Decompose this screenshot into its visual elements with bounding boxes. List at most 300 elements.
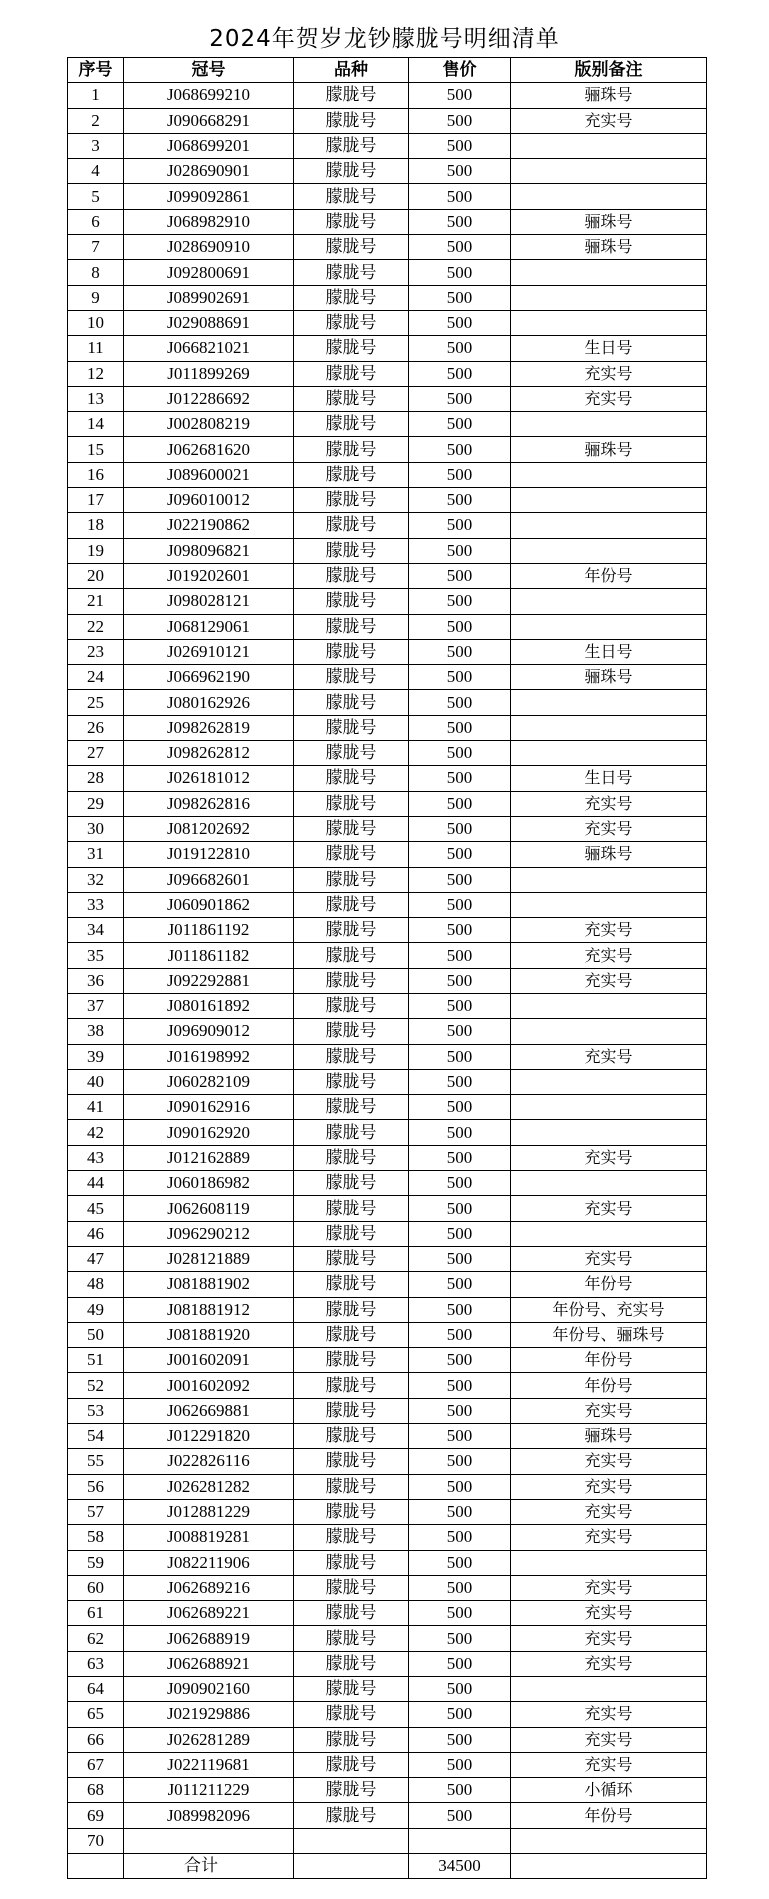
cell-price: 500 (409, 943, 511, 968)
table-row (68, 1499, 707, 1524)
cell-no: 15 (68, 437, 124, 462)
table-body (68, 83, 707, 1854)
cell-note: 充实号 (511, 1601, 707, 1626)
cell-serial: J026181012 (124, 766, 294, 791)
cell-type: 朦胧号 (294, 614, 409, 639)
cell-note: 充实号 (511, 1044, 707, 1069)
table-row (68, 867, 707, 892)
cell-note (511, 285, 707, 310)
table-row (68, 1601, 707, 1626)
cell-note: 充实号 (511, 386, 707, 411)
cell-price: 500 (409, 1778, 511, 1803)
cell-type: 朦胧号 (294, 488, 409, 513)
cell-note: 充实号 (511, 1449, 707, 1474)
cell-note: 充实号 (511, 1575, 707, 1600)
cell-type: 朦胧号 (294, 260, 409, 285)
cell-note: 充实号 (511, 1145, 707, 1170)
table-row (68, 842, 707, 867)
cell-note: 年份号 (511, 1272, 707, 1297)
cell-type: 朦胧号 (294, 1499, 409, 1524)
table-row (68, 1348, 707, 1373)
cell-note: 年份号、充实号 (511, 1297, 707, 1322)
table-row (68, 1525, 707, 1550)
cell-note: 骊珠号 (511, 842, 707, 867)
cell-serial: J001602091 (124, 1348, 294, 1373)
table-row (68, 1752, 707, 1777)
cell-type: 朦胧号 (294, 791, 409, 816)
cell-serial: J062669881 (124, 1398, 294, 1423)
cell-type: 朦胧号 (294, 1803, 409, 1828)
cell-type: 朦胧号 (294, 715, 409, 740)
cell-serial: J092292881 (124, 968, 294, 993)
cell-type: 朦胧号 (294, 83, 409, 108)
cell-no: 59 (68, 1550, 124, 1575)
table-row (68, 1272, 707, 1297)
cell-note: 充实号 (511, 1626, 707, 1651)
cell-type: 朦胧号 (294, 437, 409, 462)
cell-type: 朦胧号 (294, 1373, 409, 1398)
cell-serial: J011899269 (124, 361, 294, 386)
cell-type: 朦胧号 (294, 310, 409, 335)
cell-no: 13 (68, 386, 124, 411)
cell-note: 年份号 (511, 1803, 707, 1828)
cell-serial: J081881912 (124, 1297, 294, 1322)
cell-note (511, 260, 707, 285)
cell-serial: J080161892 (124, 993, 294, 1018)
cell-no: 36 (68, 968, 124, 993)
cell-type: 朦胧号 (294, 867, 409, 892)
cell-price: 500 (409, 1019, 511, 1044)
cell-no: 58 (68, 1525, 124, 1550)
cell-price: 500 (409, 766, 511, 791)
cell-note (511, 310, 707, 335)
cell-note (511, 488, 707, 513)
cell-no: 5 (68, 184, 124, 209)
cell-price: 500 (409, 209, 511, 234)
cell-type: 朦胧号 (294, 361, 409, 386)
cell-price: 500 (409, 235, 511, 260)
cell-note (511, 867, 707, 892)
cell-note (511, 1019, 707, 1044)
table-row (68, 1449, 707, 1474)
cell-no: 51 (68, 1348, 124, 1373)
cell-serial: J096010012 (124, 488, 294, 513)
cell-serial: J066962190 (124, 665, 294, 690)
cell-price: 500 (409, 614, 511, 639)
header-note: 版别备注 (511, 58, 707, 83)
cell-type: 朦胧号 (294, 209, 409, 234)
cell-price: 500 (409, 538, 511, 563)
cell-price: 500 (409, 993, 511, 1018)
cell-serial: J028690910 (124, 235, 294, 260)
cell-price: 500 (409, 1171, 511, 1196)
cell-type: 朦胧号 (294, 462, 409, 487)
cell-serial: J062681620 (124, 437, 294, 462)
cell-no: 40 (68, 1069, 124, 1094)
table-row (68, 1651, 707, 1676)
total-empty-cell (294, 1854, 409, 1879)
table-row (68, 1044, 707, 1069)
cell-note: 充实号 (511, 816, 707, 841)
cell-price: 500 (409, 1373, 511, 1398)
table-row (68, 83, 707, 108)
cell-price: 500 (409, 1499, 511, 1524)
cell-type: 朦胧号 (294, 159, 409, 184)
cell-note: 充实号 (511, 1196, 707, 1221)
cell-serial: J062689221 (124, 1601, 294, 1626)
table-row (68, 1828, 707, 1853)
cell-note: 生日号 (511, 639, 707, 664)
cell-no: 52 (68, 1373, 124, 1398)
cell-serial: J062688919 (124, 1626, 294, 1651)
table-row (68, 260, 707, 285)
table-row (68, 1246, 707, 1271)
cell-serial: J011861182 (124, 943, 294, 968)
cell-serial: J060901862 (124, 892, 294, 917)
table-row (68, 993, 707, 1018)
cell-no: 4 (68, 159, 124, 184)
total-empty-cell (511, 1854, 707, 1879)
cell-type: 朦胧号 (294, 1297, 409, 1322)
cell-no: 19 (68, 538, 124, 563)
cell-note: 充实号 (511, 1525, 707, 1550)
cell-note: 充实号 (511, 1752, 707, 1777)
table-row (68, 1145, 707, 1170)
cell-serial: J028121889 (124, 1246, 294, 1271)
banknote-table (67, 57, 707, 1879)
table-row (68, 892, 707, 917)
cell-no: 69 (68, 1803, 124, 1828)
cell-note (511, 715, 707, 740)
table-row (68, 1677, 707, 1702)
cell-type: 朦胧号 (294, 690, 409, 715)
cell-type: 朦胧号 (294, 1348, 409, 1373)
cell-serial: J092800691 (124, 260, 294, 285)
cell-no: 27 (68, 741, 124, 766)
cell-price: 500 (409, 1752, 511, 1777)
cell-price: 500 (409, 665, 511, 690)
cell-serial: J089902691 (124, 285, 294, 310)
cell-no: 35 (68, 943, 124, 968)
cell-type: 朦胧号 (294, 1221, 409, 1246)
cell-serial: J022119681 (124, 1752, 294, 1777)
cell-type: 朦胧号 (294, 513, 409, 538)
cell-no: 9 (68, 285, 124, 310)
cell-price: 500 (409, 690, 511, 715)
cell-note (511, 1171, 707, 1196)
table-row (68, 665, 707, 690)
cell-note (511, 993, 707, 1018)
cell-price: 500 (409, 1196, 511, 1221)
cell-no: 14 (68, 412, 124, 437)
cell-no: 47 (68, 1246, 124, 1271)
cell-price: 500 (409, 285, 511, 310)
page-title: 2024年贺岁龙钞朦胧号明细清单 (209, 26, 560, 52)
cell-type: 朦胧号 (294, 665, 409, 690)
cell-type: 朦胧号 (294, 1752, 409, 1777)
cell-price: 500 (409, 1550, 511, 1575)
cell-note: 充实号 (511, 108, 707, 133)
cell-no: 44 (68, 1171, 124, 1196)
cell-no: 57 (68, 1499, 124, 1524)
cell-no: 12 (68, 361, 124, 386)
cell-serial: J089600021 (124, 462, 294, 487)
cell-type: 朦胧号 (294, 1019, 409, 1044)
cell-type: 朦胧号 (294, 1424, 409, 1449)
cell-type: 朦胧号 (294, 1196, 409, 1221)
cell-serial: J029088691 (124, 310, 294, 335)
cell-price: 500 (409, 437, 511, 462)
cell-serial: J068129061 (124, 614, 294, 639)
cell-type: 朦胧号 (294, 1525, 409, 1550)
cell-serial: J082211906 (124, 1550, 294, 1575)
cell-serial: J011861192 (124, 918, 294, 943)
table-row (68, 614, 707, 639)
table-row (68, 361, 707, 386)
cell-type: 朦胧号 (294, 412, 409, 437)
table-row (68, 1095, 707, 1120)
cell-type: 朦胧号 (294, 1626, 409, 1651)
cell-type: 朦胧号 (294, 184, 409, 209)
cell-type: 朦胧号 (294, 1601, 409, 1626)
cell-type: 朦胧号 (294, 892, 409, 917)
table-row (68, 918, 707, 943)
table-row (68, 108, 707, 133)
cell-type: 朦胧号 (294, 108, 409, 133)
cell-type: 朦胧号 (294, 1272, 409, 1297)
cell-no: 67 (68, 1752, 124, 1777)
cell-serial: J062688921 (124, 1651, 294, 1676)
cell-no: 29 (68, 791, 124, 816)
cell-type: 朦胧号 (294, 1702, 409, 1727)
cell-price: 500 (409, 563, 511, 588)
cell-no: 21 (68, 589, 124, 614)
cell-no: 34 (68, 918, 124, 943)
cell-no: 39 (68, 1044, 124, 1069)
cell-price: 500 (409, 488, 511, 513)
cell-no: 2 (68, 108, 124, 133)
total-row (68, 1854, 707, 1879)
cell-no: 62 (68, 1626, 124, 1651)
table-row (68, 1398, 707, 1423)
cell-serial: J090668291 (124, 108, 294, 133)
table-row (68, 1322, 707, 1347)
cell-type: 朦胧号 (294, 741, 409, 766)
cell-price: 500 (409, 1044, 511, 1069)
cell-note (511, 1069, 707, 1094)
cell-serial: J066821021 (124, 336, 294, 361)
cell-serial: J062608119 (124, 1196, 294, 1221)
cell-price: 500 (409, 1727, 511, 1752)
cell-price: 500 (409, 1677, 511, 1702)
cell-note (511, 1221, 707, 1246)
cell-price: 500 (409, 1525, 511, 1550)
header-price: 售价 (409, 58, 511, 83)
cell-price: 500 (409, 791, 511, 816)
cell-serial: J060282109 (124, 1069, 294, 1094)
cell-note: 生日号 (511, 336, 707, 361)
cell-note: 充实号 (511, 968, 707, 993)
cell-serial: J068982910 (124, 209, 294, 234)
cell-note: 骊珠号 (511, 1424, 707, 1449)
cell-price (409, 1828, 511, 1853)
cell-price: 500 (409, 361, 511, 386)
table-row (68, 1196, 707, 1221)
cell-price: 500 (409, 1145, 511, 1170)
cell-type: 朦胧号 (294, 1120, 409, 1145)
table-row (68, 437, 707, 462)
cell-type: 朦胧号 (294, 1550, 409, 1575)
cell-no: 32 (68, 867, 124, 892)
cell-type: 朦胧号 (294, 1575, 409, 1600)
cell-price: 500 (409, 715, 511, 740)
table-row (68, 1575, 707, 1600)
cell-serial: J012881229 (124, 1499, 294, 1524)
cell-serial: J081881920 (124, 1322, 294, 1347)
cell-type: 朦胧号 (294, 1398, 409, 1423)
cell-note: 小循环 (511, 1778, 707, 1803)
cell-no: 37 (68, 993, 124, 1018)
table-row (68, 1702, 707, 1727)
cell-price: 500 (409, 1424, 511, 1449)
table-row (68, 1474, 707, 1499)
cell-note (511, 133, 707, 158)
table-row (68, 488, 707, 513)
cell-note (511, 513, 707, 538)
cell-price: 500 (409, 1297, 511, 1322)
cell-serial: J099092861 (124, 184, 294, 209)
cell-type: 朦胧号 (294, 1044, 409, 1069)
cell-serial: J012291820 (124, 1424, 294, 1449)
table-row (68, 766, 707, 791)
table-row (68, 513, 707, 538)
cell-no: 30 (68, 816, 124, 841)
cell-type: 朦胧号 (294, 285, 409, 310)
cell-price: 500 (409, 1120, 511, 1145)
cell-no: 23 (68, 639, 124, 664)
cell-no: 22 (68, 614, 124, 639)
cell-price: 500 (409, 639, 511, 664)
cell-price: 500 (409, 1272, 511, 1297)
cell-no: 3 (68, 133, 124, 158)
cell-serial: J068699210 (124, 83, 294, 108)
cell-note (511, 1095, 707, 1120)
cell-serial: J096290212 (124, 1221, 294, 1246)
cell-no: 20 (68, 563, 124, 588)
cell-note: 充实号 (511, 1727, 707, 1752)
total-empty-cell (68, 1854, 124, 1879)
cell-type: 朦胧号 (294, 1095, 409, 1120)
cell-price: 500 (409, 1348, 511, 1373)
cell-note (511, 159, 707, 184)
cell-price: 500 (409, 310, 511, 335)
cell-type: 朦胧号 (294, 766, 409, 791)
table-row (68, 1424, 707, 1449)
cell-note (511, 538, 707, 563)
cell-price: 500 (409, 589, 511, 614)
cell-no: 18 (68, 513, 124, 538)
cell-price: 500 (409, 1601, 511, 1626)
cell-no: 68 (68, 1778, 124, 1803)
table-row (68, 1171, 707, 1196)
cell-type: 朦胧号 (294, 943, 409, 968)
cell-type: 朦胧号 (294, 1677, 409, 1702)
cell-note: 年份号 (511, 563, 707, 588)
cell-note (511, 1120, 707, 1145)
cell-note: 骊珠号 (511, 235, 707, 260)
table-row (68, 462, 707, 487)
cell-note: 骊珠号 (511, 437, 707, 462)
table-row (68, 1120, 707, 1145)
cell-type: 朦胧号 (294, 918, 409, 943)
cell-serial: J098262816 (124, 791, 294, 816)
cell-no: 31 (68, 842, 124, 867)
cell-serial: J008819281 (124, 1525, 294, 1550)
cell-serial: J098262819 (124, 715, 294, 740)
table-row (68, 791, 707, 816)
cell-no: 8 (68, 260, 124, 285)
cell-serial (124, 1828, 294, 1853)
cell-price: 500 (409, 1069, 511, 1094)
header-serial: 冠号 (124, 58, 294, 83)
cell-price: 500 (409, 184, 511, 209)
cell-note (511, 184, 707, 209)
cell-serial: J062689216 (124, 1575, 294, 1600)
cell-serial: J026281282 (124, 1474, 294, 1499)
cell-type: 朦胧号 (294, 1474, 409, 1499)
cell-type: 朦胧号 (294, 842, 409, 867)
cell-note: 骊珠号 (511, 83, 707, 108)
cell-price: 500 (409, 1575, 511, 1600)
table-row (68, 412, 707, 437)
cell-no: 50 (68, 1322, 124, 1347)
cell-type: 朦胧号 (294, 968, 409, 993)
cell-price: 500 (409, 816, 511, 841)
cell-no: 56 (68, 1474, 124, 1499)
cell-serial: J089982096 (124, 1803, 294, 1828)
cell-note (511, 412, 707, 437)
cell-type: 朦胧号 (294, 1322, 409, 1347)
cell-note: 充实号 (511, 361, 707, 386)
cell-serial: J026281289 (124, 1727, 294, 1752)
cell-price: 500 (409, 336, 511, 361)
total-label: 合计 (124, 1854, 294, 1879)
cell-no: 24 (68, 665, 124, 690)
table-row (68, 159, 707, 184)
cell-serial: J060186982 (124, 1171, 294, 1196)
table-row (68, 741, 707, 766)
table-row (68, 1550, 707, 1575)
cell-serial: J080162926 (124, 690, 294, 715)
table-row (68, 1373, 707, 1398)
cell-note: 充实号 (511, 1499, 707, 1524)
cell-type: 朦胧号 (294, 1171, 409, 1196)
cell-no: 54 (68, 1424, 124, 1449)
cell-no: 1 (68, 83, 124, 108)
cell-type: 朦胧号 (294, 1246, 409, 1271)
cell-no: 17 (68, 488, 124, 513)
cell-no: 70 (68, 1828, 124, 1853)
table-row (68, 639, 707, 664)
cell-type: 朦胧号 (294, 1069, 409, 1094)
cell-price: 500 (409, 918, 511, 943)
header-no: 序号 (68, 58, 124, 83)
cell-price: 500 (409, 108, 511, 133)
cell-price: 500 (409, 741, 511, 766)
cell-serial: J028690901 (124, 159, 294, 184)
cell-no: 65 (68, 1702, 124, 1727)
cell-no: 16 (68, 462, 124, 487)
